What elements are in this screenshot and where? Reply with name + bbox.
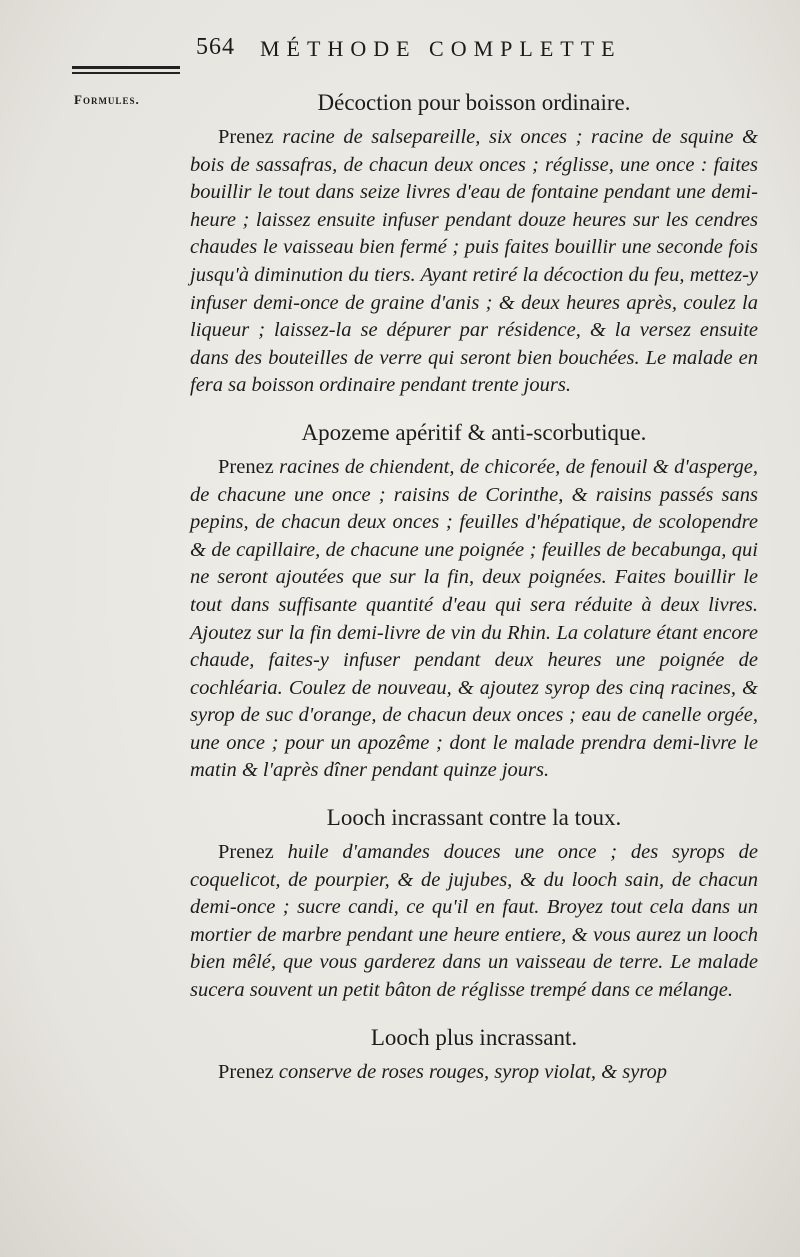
header-rule-thin — [72, 72, 180, 74]
page-header — [196, 34, 720, 66]
header-rule — [72, 66, 180, 69]
paragraph-start: Prenez — [218, 1060, 279, 1083]
paragraph-text: racines de chiendent, de chicorée, de fenouil & d'asperge, de chacune une once ; raisins de Corinthe, & raisins passés sans pepins, de chacun deux onces ; feuilles d'hépatique, de scolopendre & de capillaire, de chacune une poignée ; feuilles de becabunga, qui ne seront ajoutées que sur la fin, deux poignées. Faites bouillir le tout dans suffisante quantité d'eau qui sera réduite à deux livres. Ajoutez sur la fin demi-livre de vin du Rhin. La colature étant encore chaude, faites-y infuser pendant deux heures une poignée de cochléaria. Coulez de nouveau, & ajoutez syrop des cinq racines, & syrop de suc d'orange, de chacun deux onces ; eau de canelle orgée, une once ; pour un apozême ; dont le malade prendra demi-livre le matin & l'après dîner pendant quinze jours. — [190, 455, 758, 782]
page-body — [190, 82, 758, 1086]
paragraph-text: racine de salsepareille, six onces ; racine de squine & bois de sassafras, de chacun deux onces ; réglisse, une once : faites bouillir le tout dans seize livres d'eau de fontaine pendant une demi-heure ; laissez ensuite infuser pendant douze heures sur les cendres chaudes le vaisseau bien fermé ; puis faites bouillir une seconde fois jusqu'à diminution du tiers. Ayant retiré la décoction du feu, mettez-y infuser demi-once de graine d'anis ; & deux heures après, coulez la liqueur ; laissez-la se dépurer par résidence, & la versez ensuite dans des bouteilles de verre qui seront bien bouchées. Le malade en fera sa boisson ordinaire pendant trente jours. — [190, 126, 758, 397]
margin-note: Formules. — [74, 92, 140, 107]
section-decoction — [190, 90, 758, 400]
section-heading: Looch incrassant contre la toux. — [326, 805, 622, 831]
section-apozeme — [190, 420, 758, 785]
paragraph-text: conserve de roses rouges, syrop violat, & syrop — [278, 1060, 668, 1083]
recipe-paragraph — [190, 839, 758, 1005]
recipe-paragraph — [190, 124, 758, 400]
section-looch-plus — [190, 1025, 758, 1087]
running-title: MÉTHODE COMPLETTE — [260, 36, 622, 61]
paragraph-text: huile d'amandes douces une once ; des syrops de coquelicot, de pourpier, & de jujubes, & du looch sain, de chacun demi-once ; sucre candi, ce qu'il en faut. Broyez tout cela dans un mortier de marbre pendant une heure entiere, & vous aurez un looch bien mêlé, que vous garderez dans un vaisseau de terre. Le malade sucera souvent un petit bâton de réglisse trempé dans ce mélange. — [190, 841, 758, 1002]
recipe-paragraph — [190, 454, 758, 785]
section-looch-toux — [190, 805, 758, 1005]
section-heading: Looch plus incrassant. — [370, 1024, 578, 1050]
paragraph-start: Prenez — [218, 841, 288, 864]
paragraph-start: Prenez — [218, 126, 283, 148]
paragraph-start: Prenez — [218, 455, 280, 478]
page-number: 564 — [196, 34, 235, 60]
section-heading: Décoction pour boisson ordinaire. — [317, 90, 631, 115]
section-heading: Apozeme apéritif & anti-scorbutique. — [301, 419, 647, 445]
recipe-paragraph — [190, 1059, 758, 1087]
